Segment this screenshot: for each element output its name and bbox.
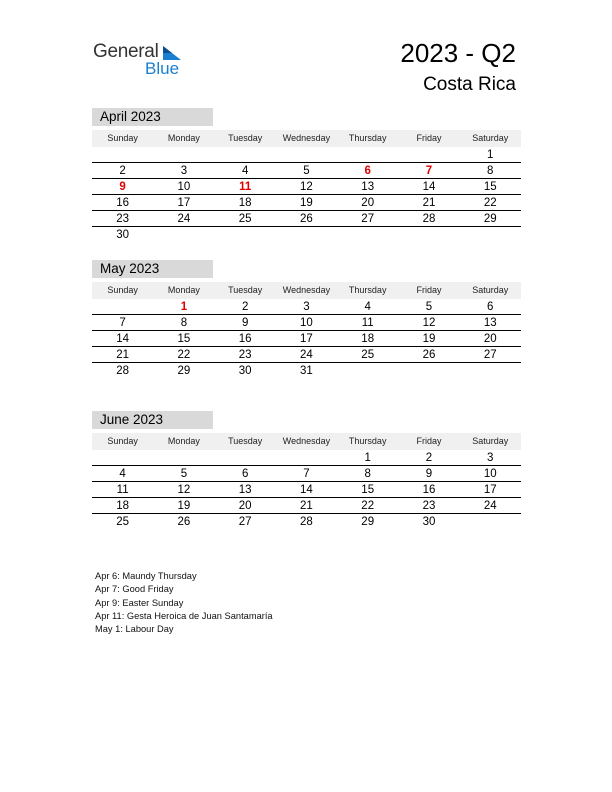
week-row — [92, 514, 521, 530]
day-cell: 29 — [361, 516, 375, 528]
empty-day-cell — [215, 450, 276, 465]
day-cell: 16 — [116, 197, 130, 209]
weekday-label: Sunday — [107, 133, 138, 143]
week-row — [92, 195, 521, 211]
day-cell: 8 — [487, 165, 494, 177]
week-row — [92, 482, 521, 498]
day-cell: 10 — [300, 317, 313, 329]
empty-day-cell — [215, 147, 276, 162]
day-cell: 3 — [180, 165, 188, 177]
weekday-label: Tuesday — [228, 285, 263, 295]
week-row — [92, 227, 521, 243]
day-cell: 5 — [180, 468, 188, 480]
day-cell: 21 — [116, 349, 130, 361]
day-cell: 7 — [119, 317, 126, 329]
day-cell: 8 — [364, 468, 371, 480]
week-row — [92, 498, 521, 514]
month-title: May 2023 — [92, 260, 213, 278]
day-cell: 12 — [422, 317, 436, 329]
week-row — [92, 331, 521, 347]
week-row — [92, 315, 521, 331]
day-cell: 9 — [119, 181, 126, 193]
week-row — [92, 450, 521, 466]
month-title: April 2023 — [92, 108, 213, 126]
day-cell: 10 — [483, 468, 497, 480]
day-cell: 23 — [422, 500, 436, 512]
day-cell: 15 — [483, 181, 497, 193]
holiday-notes — [95, 570, 273, 636]
empty-day-cell — [398, 363, 459, 379]
day-cell: 14 — [116, 333, 130, 345]
week-row — [92, 211, 521, 227]
day-cell: 17 — [300, 333, 313, 345]
day-cell: 26 — [422, 349, 436, 361]
empty-day-cell — [460, 227, 521, 243]
empty-day-cell — [92, 450, 153, 465]
day-cell: 13 — [361, 181, 375, 193]
month-title: June 2023 — [92, 411, 213, 429]
day-cell: 2 — [241, 301, 249, 313]
day-cell: 23 — [116, 213, 130, 225]
empty-day-cell — [153, 227, 214, 243]
empty-day-cell — [92, 147, 153, 162]
weekday-label: Thursday — [348, 285, 387, 295]
day-cell: 19 — [422, 333, 436, 345]
month-calendar-may — [92, 260, 521, 379]
day-cell: 8 — [180, 317, 188, 329]
country-name: Costa Rica — [423, 74, 516, 95]
weekday-label: Friday — [416, 436, 442, 446]
day-cell: 27 — [483, 349, 497, 361]
day-cell: 11 — [239, 181, 252, 193]
day-cell: 30 — [116, 229, 130, 241]
weekday-label: Wednesday — [282, 285, 331, 295]
day-cell: 14 — [422, 181, 436, 193]
day-cell: 27 — [238, 516, 252, 528]
holiday-note: Apr 9: Easter Sunday — [95, 597, 184, 608]
day-cell: 18 — [116, 500, 130, 512]
holiday-note: Apr 6: Maundy Thursday — [95, 571, 197, 581]
week-row — [92, 299, 521, 315]
day-cell: 5 — [425, 301, 433, 313]
weekday-label: Thursday — [348, 436, 387, 446]
day-cell: 11 — [361, 317, 374, 329]
generalblue-logo — [93, 41, 193, 81]
day-cell: 12 — [177, 484, 191, 496]
empty-day-cell — [276, 147, 337, 162]
empty-day-cell — [337, 227, 398, 243]
empty-day-cell — [276, 450, 337, 465]
day-cell: 24 — [300, 349, 313, 361]
weekday-label: Monday — [167, 285, 200, 295]
day-cell: 30 — [238, 365, 252, 377]
weekday-label: Tuesday — [228, 133, 263, 143]
month-calendar-june — [92, 411, 521, 530]
week-row — [92, 147, 521, 163]
day-cell: 2 — [119, 165, 126, 177]
day-cell: 20 — [361, 197, 375, 209]
day-cell: 13 — [238, 484, 252, 496]
empty-day-cell — [460, 363, 521, 379]
day-cell: 9 — [241, 317, 249, 329]
day-cell: 19 — [300, 197, 313, 209]
day-cell: 4 — [119, 468, 126, 480]
weekday-label: Saturday — [472, 436, 509, 446]
day-cell: 30 — [422, 516, 436, 528]
day-cell: 12 — [300, 181, 313, 193]
day-cell: 5 — [303, 165, 310, 177]
weekday-header — [92, 130, 521, 147]
day-cell: 28 — [422, 213, 436, 225]
day-cell: 18 — [361, 333, 375, 345]
weekday-label: Monday — [167, 133, 200, 143]
day-cell: 28 — [116, 365, 130, 377]
day-cell: 6 — [241, 468, 249, 480]
holiday-note: Apr 11: Gesta Heroica de Juan Santamaría — [95, 610, 273, 621]
empty-day-cell — [337, 363, 398, 379]
day-cell: 22 — [483, 197, 497, 209]
day-cell: 25 — [116, 516, 130, 528]
weekday-label: Friday — [416, 133, 442, 143]
day-cell: 20 — [483, 333, 497, 345]
weekday-label: Sunday — [107, 436, 138, 446]
holiday-note: Apr 7: Good Friday — [95, 584, 174, 595]
day-cell: 21 — [422, 197, 436, 209]
day-cell: 20 — [238, 500, 252, 512]
day-cell: 4 — [241, 165, 249, 177]
weekday-label: Monday — [167, 436, 200, 446]
day-cell: 15 — [177, 333, 191, 345]
weekday-label: Wednesday — [282, 436, 331, 446]
holiday-note: May 1: Labour Day — [95, 624, 174, 635]
day-cell: 24 — [483, 500, 497, 512]
day-cell: 25 — [361, 349, 375, 361]
day-cell: 1 — [180, 301, 188, 313]
day-cell: 19 — [177, 500, 191, 512]
weekday-header — [92, 433, 521, 450]
weekday-label: Thursday — [348, 133, 387, 143]
day-cell: 24 — [177, 213, 191, 225]
day-cell: 31 — [300, 365, 313, 377]
week-row — [92, 347, 521, 363]
day-cell: 1 — [364, 452, 371, 464]
logo-text-blue: Blue — [145, 59, 180, 78]
weekday-label: Tuesday — [228, 436, 263, 446]
day-cell: 29 — [177, 365, 191, 377]
weekday-label: Saturday — [472, 133, 509, 143]
day-cell: 14 — [300, 484, 313, 496]
day-cell: 1 — [487, 149, 494, 161]
empty-day-cell — [92, 299, 153, 314]
day-cell: 4 — [364, 301, 371, 313]
page-title: 2023 - Q2 — [400, 38, 516, 68]
day-cell: 17 — [177, 197, 191, 209]
empty-day-cell — [460, 514, 521, 530]
weekday-label: Saturday — [472, 285, 509, 295]
day-cell: 16 — [422, 484, 436, 496]
day-cell: 27 — [361, 213, 375, 225]
day-cell: 26 — [300, 213, 313, 225]
month-calendar-april — [92, 108, 521, 243]
weekday-header — [92, 282, 521, 299]
day-cell: 18 — [238, 197, 252, 209]
day-cell: 7 — [303, 468, 310, 480]
day-cell: 23 — [238, 349, 252, 361]
day-cell: 17 — [483, 484, 497, 496]
day-cell: 21 — [300, 500, 313, 512]
empty-day-cell — [398, 227, 459, 243]
day-cell: 10 — [177, 181, 191, 193]
week-row — [92, 179, 521, 195]
day-cell: 25 — [238, 213, 252, 225]
week-row — [92, 466, 521, 482]
day-cell: 29 — [483, 213, 497, 225]
empty-day-cell — [398, 147, 459, 162]
weekday-label: Wednesday — [282, 133, 331, 143]
week-row — [92, 363, 521, 379]
day-cell: 7 — [425, 165, 433, 177]
weekday-label: Sunday — [107, 285, 138, 295]
week-row — [92, 163, 521, 179]
day-cell: 26 — [177, 516, 191, 528]
empty-day-cell — [337, 147, 398, 162]
empty-day-cell — [276, 227, 337, 243]
day-cell: 6 — [364, 165, 371, 177]
day-cell: 28 — [300, 516, 313, 528]
day-cell: 3 — [487, 452, 494, 464]
day-cell: 22 — [361, 500, 375, 512]
day-cell: 11 — [116, 484, 129, 496]
weekday-label: Friday — [416, 285, 442, 295]
empty-day-cell — [153, 450, 214, 465]
day-cell: 9 — [425, 468, 433, 480]
logo-text-general: General — [93, 41, 159, 62]
day-cell: 13 — [483, 317, 497, 329]
day-cell: 6 — [487, 301, 494, 313]
day-cell: 22 — [177, 349, 191, 361]
empty-day-cell — [153, 147, 214, 162]
day-cell: 3 — [303, 301, 310, 313]
empty-day-cell — [215, 227, 276, 243]
day-cell: 15 — [361, 484, 375, 496]
day-cell: 2 — [425, 452, 433, 464]
day-cell: 16 — [238, 333, 252, 345]
